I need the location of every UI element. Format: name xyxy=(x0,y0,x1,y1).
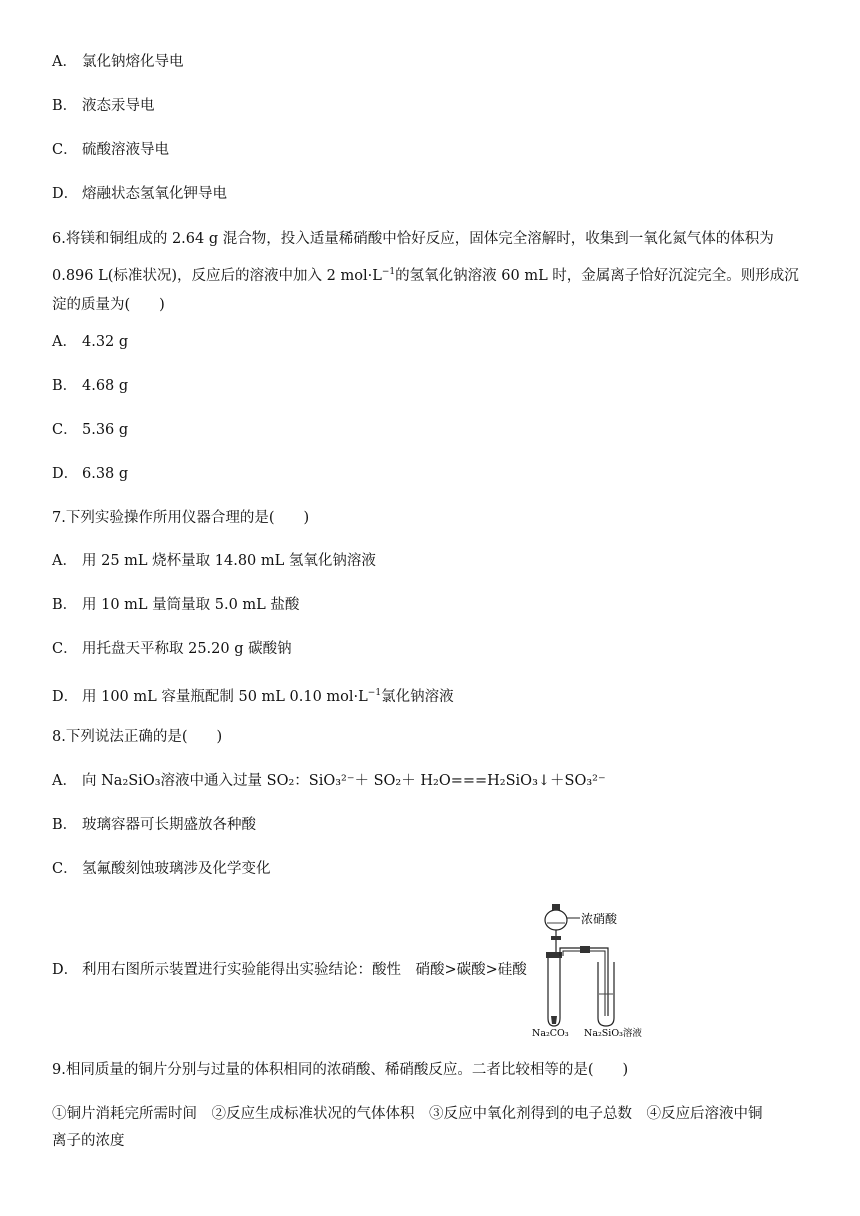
option-key: B． xyxy=(52,98,78,114)
q7-option-c xyxy=(52,639,292,659)
q6-option-a xyxy=(52,332,128,352)
option-text: 向 Na₂SiO₃溶液中通入过量 SO₂：SiO₃²⁻＋ SO₂＋ H₂O===H₂SiO₃↓＋SO₃²⁻ xyxy=(82,773,606,789)
q5-option-d xyxy=(52,184,227,204)
option-key: C． xyxy=(52,142,78,158)
option-key: B． xyxy=(52,378,78,394)
option-key: D． xyxy=(52,466,79,482)
q8-stem: 8.下列说法正确的是( ) xyxy=(52,729,223,745)
option-key: D． xyxy=(52,962,79,978)
q8-option-c xyxy=(52,859,271,879)
q6-option-d xyxy=(52,464,128,484)
option-text: 用 25 mL 烧杯量取 14.80 mL 氢氧化钠溶液 xyxy=(82,553,376,569)
option-key: A． xyxy=(52,773,77,789)
option-key: A． xyxy=(52,54,77,70)
option-key: A． xyxy=(52,334,77,350)
label-sodium-carbonate: Na₂CO₃ xyxy=(532,1028,569,1038)
option-text: 6.38 g xyxy=(82,466,129,482)
q7-option-a xyxy=(52,551,376,571)
option-key: C． xyxy=(52,641,78,657)
q8-option-a xyxy=(52,771,606,791)
option-text: 用托盘天平称取 25.20 g 碳酸钠 xyxy=(82,641,292,657)
option-key: C． xyxy=(52,861,78,877)
q9-items-line-2: 离子的浓度 xyxy=(52,1133,125,1149)
q9-items-line-1: ①铜片消耗完所需时间 ②反应生成标准状况的气体体积 ③反应中氧化剂得到的电子总数 ④反应后溶液中铜 xyxy=(52,1106,763,1122)
left-solid xyxy=(551,1016,557,1024)
option-key: C． xyxy=(52,422,78,438)
funnel-stopper xyxy=(552,904,560,910)
option-text: 氯化钠熔化导电 xyxy=(82,54,184,70)
option-key: B． xyxy=(52,597,78,613)
option-text: 氢氟酸刻蚀玻璃涉及化学变化 xyxy=(82,861,271,877)
q6-option-b xyxy=(52,376,128,396)
q8-option-d xyxy=(52,960,527,980)
q6-stem-line-2 xyxy=(52,262,799,286)
option-text: 熔融状态氢氧化钾导电 xyxy=(82,186,227,202)
q5-option-a xyxy=(52,52,184,72)
stem-text: 0.896 L(标准状况)，反应后的溶液中加入 2 mol·L xyxy=(52,267,382,284)
apparatus-figure xyxy=(530,898,660,1038)
option-key: B． xyxy=(52,817,78,833)
option-key: D． xyxy=(52,688,79,705)
option-text: 氯化钠溶液 xyxy=(381,688,454,705)
funnel-bulb xyxy=(545,910,567,930)
option-key: D． xyxy=(52,186,79,202)
q6-option-c xyxy=(52,420,128,440)
q6-stem-line-1: 6.将镁和铜组成的 2.64 g 混合物，投入适量稀硝酸中恰好反应，固体完全溶解时，收集到一氧化氮气体的体积为 xyxy=(52,231,774,247)
superscript: −1 xyxy=(381,267,396,277)
option-text: 4.32 g xyxy=(82,334,129,350)
stem-text: 的氢氧化钠溶液 60 mL 时，金属离子恰好沉淀完全。则形成沉 xyxy=(395,267,799,284)
option-text: 利用右图所示装置进行实验能得出实验结论：酸性 硝酸>碳酸>硅酸 xyxy=(82,962,527,978)
connecting-tube xyxy=(560,948,608,1016)
tube-joint xyxy=(580,946,590,953)
option-text: 4.68 g xyxy=(82,378,129,394)
q7-option-d xyxy=(52,683,454,707)
option-text: 用 100 mL 容量瓶配制 50 mL 0.10 mol·L xyxy=(82,688,368,705)
option-text: 玻璃容器可长期盛放各种酸 xyxy=(82,817,256,833)
q8-option-b xyxy=(52,815,256,835)
connecting-tube-inner xyxy=(563,951,605,1016)
option-text: 硫酸溶液导电 xyxy=(82,142,169,158)
funnel-stopcock xyxy=(551,936,561,940)
superscript: −1 xyxy=(367,688,382,698)
left-test-tube xyxy=(548,956,560,1026)
q5-option-b xyxy=(52,96,155,116)
label-concentrated-nitric-acid: 浓硝酸 xyxy=(581,912,618,926)
q7-option-b xyxy=(52,595,299,615)
option-text: 5.36 g xyxy=(82,422,129,438)
q6-stem-line-3: 淀的质量为( ) xyxy=(52,297,165,313)
label-sodium-silicate-solution: Na₂SiO₃溶液 xyxy=(584,1028,642,1038)
q7-stem: 7.下列实验操作所用仪器合理的是( ) xyxy=(52,510,310,526)
q9-stem: 9.相同质量的铜片分别与过量的体积相同的浓硝酸、稀硝酸反应。二者比较相等的是( ) xyxy=(52,1062,629,1078)
option-text: 用 10 mL 量筒量取 5.0 mL 盐酸 xyxy=(82,597,300,613)
q5-option-c xyxy=(52,140,169,160)
option-key: A． xyxy=(52,553,77,569)
option-text: 液态汞导电 xyxy=(82,98,155,114)
